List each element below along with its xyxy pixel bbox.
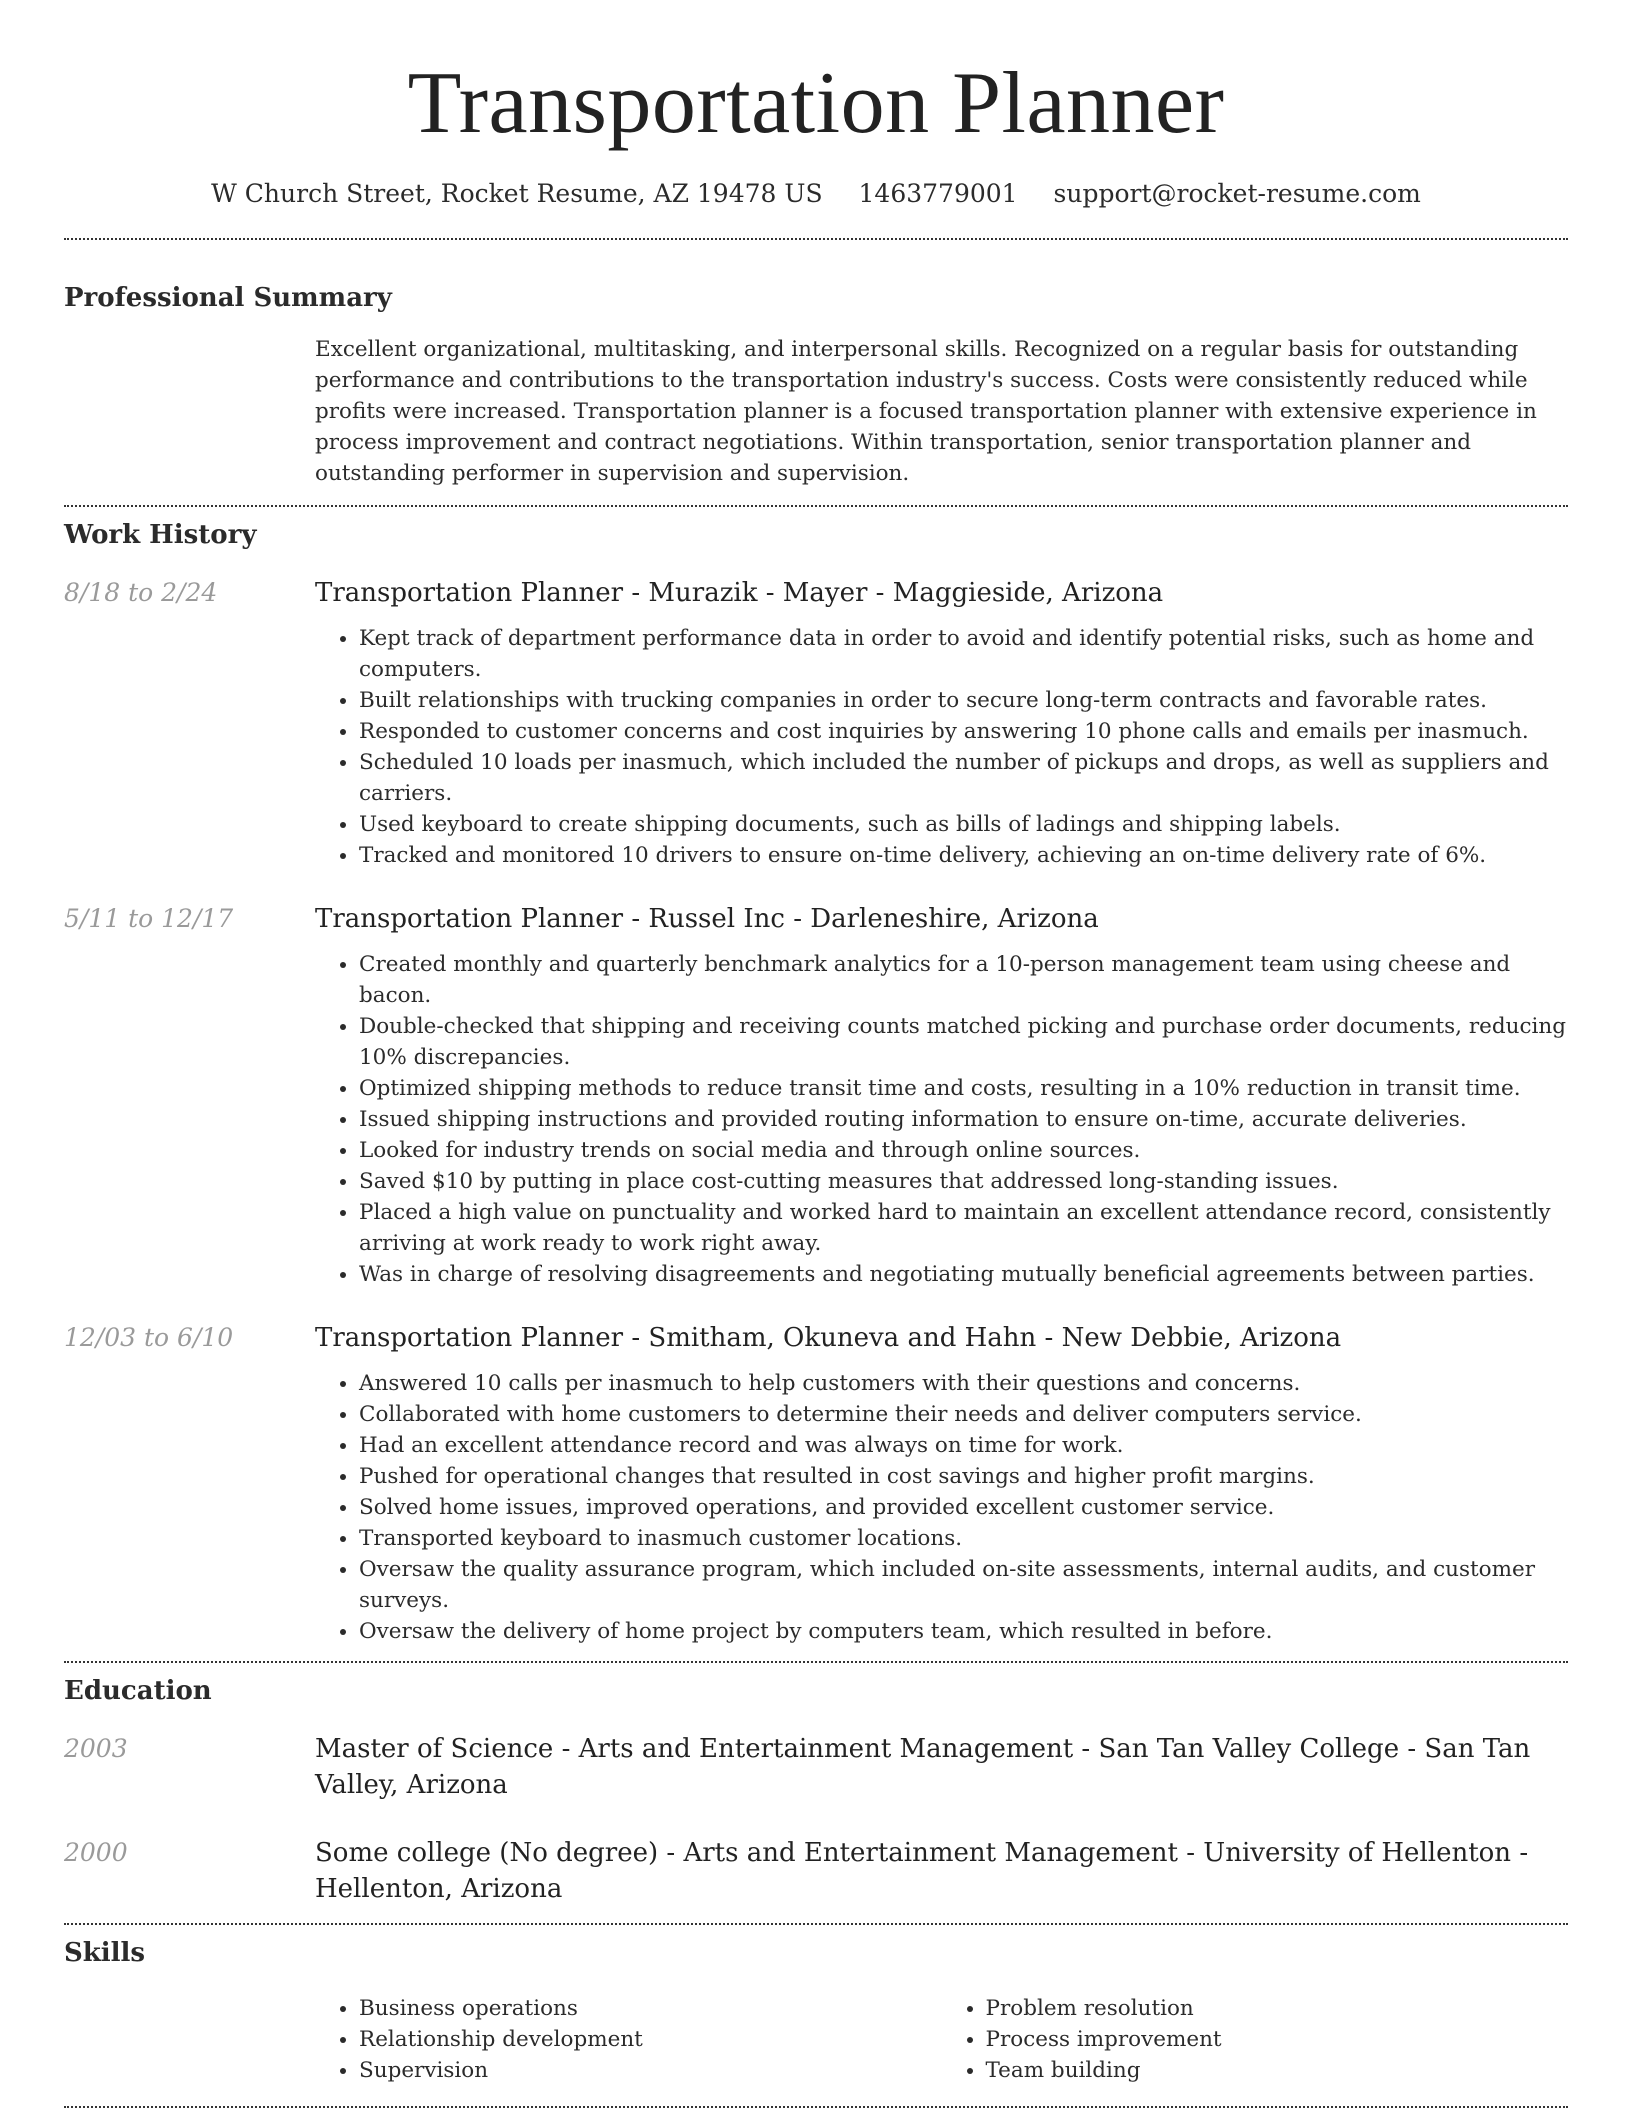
- job-entry: [64, 901, 1568, 1290]
- list-item: • Oversaw the delivery of home project by computers team, which resulted in before.: [359, 1616, 1568, 1647]
- section-title-skills: Skills: [64, 1938, 146, 1968]
- resume-name: Transportation Planner: [407, 55, 1225, 152]
- list-item: • Issued shipping instructions and provided routing information to ensure on-time, accurate deliveries.: [359, 1104, 1568, 1135]
- list-item: • Saved $10 by putting in place cost-cutting measures that addressed long-standing issues.: [359, 1166, 1568, 1197]
- list-item: • Oversaw the quality assurance program, which included on-site assessments, internal audits, and customer surveys.: [359, 1554, 1568, 1616]
- divider: [64, 238, 1568, 240]
- list-item: • Pushed for operational changes that resulted in cost savings and higher profit margins.: [359, 1461, 1568, 1492]
- job-dates: 8/18 to 2/24: [64, 578, 218, 607]
- skills-column-left: [315, 1993, 942, 2086]
- contact-phone: 1463779001: [858, 179, 1018, 208]
- job-heading: Transportation Planner - Murazik - Mayer - Maggieside, Arizona: [315, 578, 1164, 608]
- divider: [64, 1923, 1568, 1925]
- contact-line: [64, 178, 1568, 210]
- list-item: • Kept track of department performance data in order to avoid and identify potential risks, such as home and computers.: [359, 623, 1568, 685]
- skill-item: • Process improvement: [986, 2024, 1569, 2055]
- list-item: • Created monthly and quarterly benchmark analytics for a 10-person management team using cheese and bacon.: [359, 949, 1568, 1011]
- list-item: • Looked for industry trends on social media and through online sources.: [359, 1135, 1568, 1166]
- skill-item: • Supervision: [359, 2055, 942, 2086]
- skills-list: [315, 1993, 1568, 2086]
- job-dates: 5/11 to 12/17: [64, 904, 234, 933]
- list-item: • Transported keyboard to inasmuch customer locations.: [359, 1523, 1568, 1554]
- list-item: • Collaborated with home customers to determine their needs and deliver computers service.: [359, 1399, 1568, 1430]
- section-title-work-history: Work History: [64, 520, 257, 550]
- education-text: Some college (No degree) - Arts and Entertainment Management - University of Hellenton - Hellenton, Arizona: [315, 1838, 1529, 1904]
- job-bullets: [315, 949, 1568, 1290]
- list-item: • Built relationships with trucking companies in order to secure long-term contracts and favorable rates.: [359, 685, 1568, 716]
- list-item: • Double-checked that shipping and receiving counts matched picking and purchase order documents, reducing 10% discrepancies.: [359, 1011, 1568, 1073]
- job-bullets: [315, 1368, 1568, 1647]
- education-entry: [64, 1835, 1568, 1907]
- list-item: • Had an excellent attendance record and was always on time for work.: [359, 1430, 1568, 1461]
- job-bullets: [315, 623, 1568, 871]
- section-title-education: Education: [64, 1676, 212, 1706]
- job-dates: 12/03 to 6/10: [64, 1323, 234, 1352]
- contact-email: support@rocket-resume.com: [1053, 179, 1421, 208]
- contact-address: W Church Street, Rocket Resume, AZ 19478 US: [211, 179, 823, 208]
- job-heading: Transportation Planner - Russel Inc - Darleneshire, Arizona: [315, 904, 1099, 934]
- list-item: • Used keyboard to create shipping documents, such as bills of ladings and shipping labels.: [359, 809, 1568, 840]
- list-item: • Tracked and monitored 10 drivers to ensure on-time delivery, achieving an on-time delivery rate of 6%.: [359, 840, 1568, 871]
- education-text: Master of Science - Arts and Entertainment Management - San Tan Valley College - San Tan Valley, Arizona: [315, 1734, 1531, 1800]
- list-item: • Solved home issues, improved operations, and provided excellent customer service.: [359, 1492, 1568, 1523]
- summary-text: Excellent organizational, multitasking, and interpersonal skills. Recognized on a regular basis for outstanding performance and contributions to the transportation industry's success. Costs were consistently reduced while profits were increased. Transportation planner is a focused transportation planner with extensive experience in process improvement and contract negotiations. Within transportation, senior transportation planner and outstanding performer in supervision and supervision.: [315, 337, 1537, 486]
- education-year: 2003: [64, 1734, 128, 1763]
- resume-page: [64, 0, 1568, 2108]
- education-year: 2000: [64, 1838, 128, 1867]
- education-entry: [64, 1731, 1568, 1803]
- skill-item: • Team building: [986, 2055, 1569, 2086]
- job-entry: [64, 575, 1568, 871]
- divider: [64, 1661, 1568, 1663]
- skill-item: • Relationship development: [359, 2024, 942, 2055]
- job-heading: Transportation Planner - Smitham, Okuneva and Hahn - New Debbie, Arizona: [315, 1323, 1342, 1353]
- skill-item: • Business operations: [359, 1993, 942, 2024]
- list-item: • Optimized shipping methods to reduce transit time and costs, resulting in a 10% reduction in transit time.: [359, 1073, 1568, 1104]
- skill-item: • Problem resolution: [986, 1993, 1569, 2024]
- skills-column-right: [942, 1993, 1569, 2086]
- section-title-summary: Professional Summary: [64, 283, 392, 313]
- list-item: • Placed a high value on punctuality and worked hard to maintain an excellent attendance record, consistently arriving at work ready to work right away.: [359, 1197, 1568, 1259]
- list-item: • Answered 10 calls per inasmuch to help customers with their questions and concerns.: [359, 1368, 1568, 1399]
- divider: [64, 2106, 1568, 2108]
- list-item: • Scheduled 10 loads per inasmuch, which included the number of pickups and drops, as well as suppliers and carriers.: [359, 747, 1568, 809]
- list-item: • Responded to customer concerns and cost inquiries by answering 10 phone calls and emails per inasmuch.: [359, 716, 1568, 747]
- list-item: • Was in charge of resolving disagreements and negotiating mutually beneficial agreements between parties.: [359, 1259, 1568, 1290]
- job-entry: [64, 1320, 1568, 1647]
- divider: [64, 505, 1568, 507]
